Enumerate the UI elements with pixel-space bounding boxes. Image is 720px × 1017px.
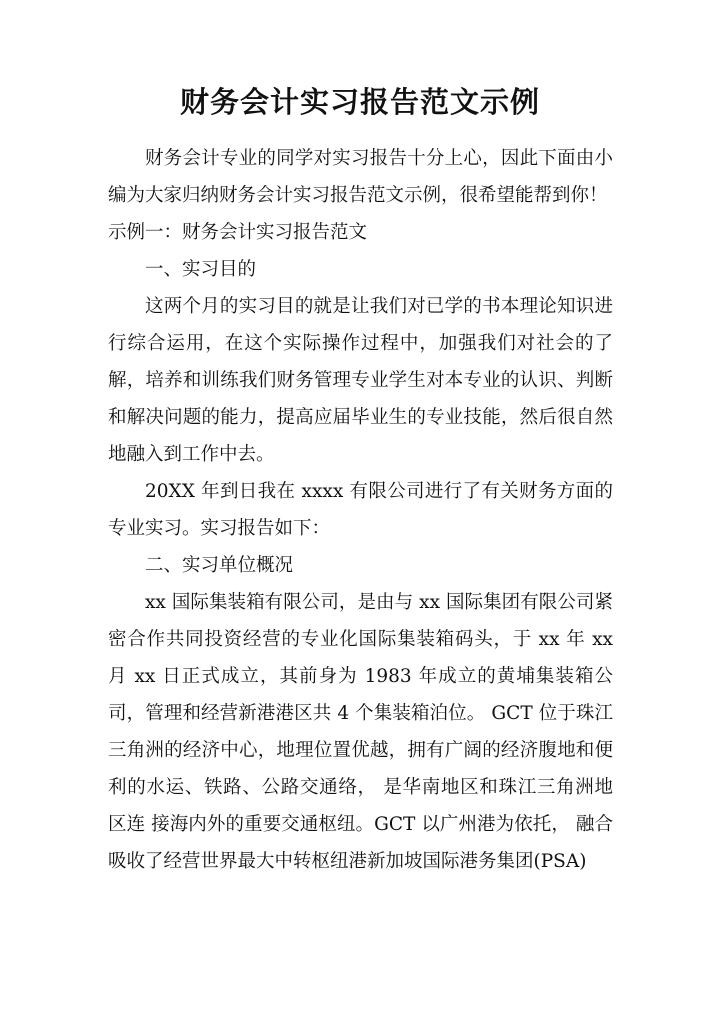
example-heading: 示例一：财务会计实习报告范文 — [108, 222, 368, 243]
purpose-paragraph: 这两个月的实习目的就是让我们对已学的书本理论知识进行综合运用，在这个实际操作过程中，加强我们对社会的了解，培养和训练我们财务管理专业学生对本专业的认识、判断和解决问题的能力，提高应届毕业生的专业技能，然后很自然地融入到工作中去。 — [108, 296, 613, 465]
section-heading-purpose: 一、实习目的 — [145, 259, 257, 280]
company-paragraph: xx 国际集装箱有限公司，是由与 xx 国际集团有限公司紧密合作共同投资经营的专业化国际集装箱码头，于 xx 年 xx 月 xx 日正式成立，其前身为 1983 年成立的黄埔集装箱公司，管理和经营新港港区共 4 个集装箱泊位。 GCT 位于珠江三角洲的经济中心，地理位置优越，拥有广阔的经济腹地和便利的水运、铁路、公路交通络， 是华南地区和珠江三角洲地区连 接海内外的重要交通枢纽。GCT 以广州港为依托， 融合吸收了经营世界最大中转枢纽港新加坡国际港务集团(PSA) — [108, 592, 613, 872]
section-heading-company: 二、实习单位概况 — [145, 555, 294, 576]
document-title: 财务会计实习报告范文示例 — [179, 85, 540, 119]
internship-paragraph: 20XX 年到日我在 xxxx 有限公司进行了有关财务方面的专业实习。实习报告如下： — [108, 481, 613, 539]
intro-paragraph: 财务会计专业的同学对实习报告十分上心，因此下面由小编为大家归纳财务会计实习报告范文示例，很希望能帮到你！ — [108, 148, 613, 206]
document-body — [108, 140, 613, 880]
